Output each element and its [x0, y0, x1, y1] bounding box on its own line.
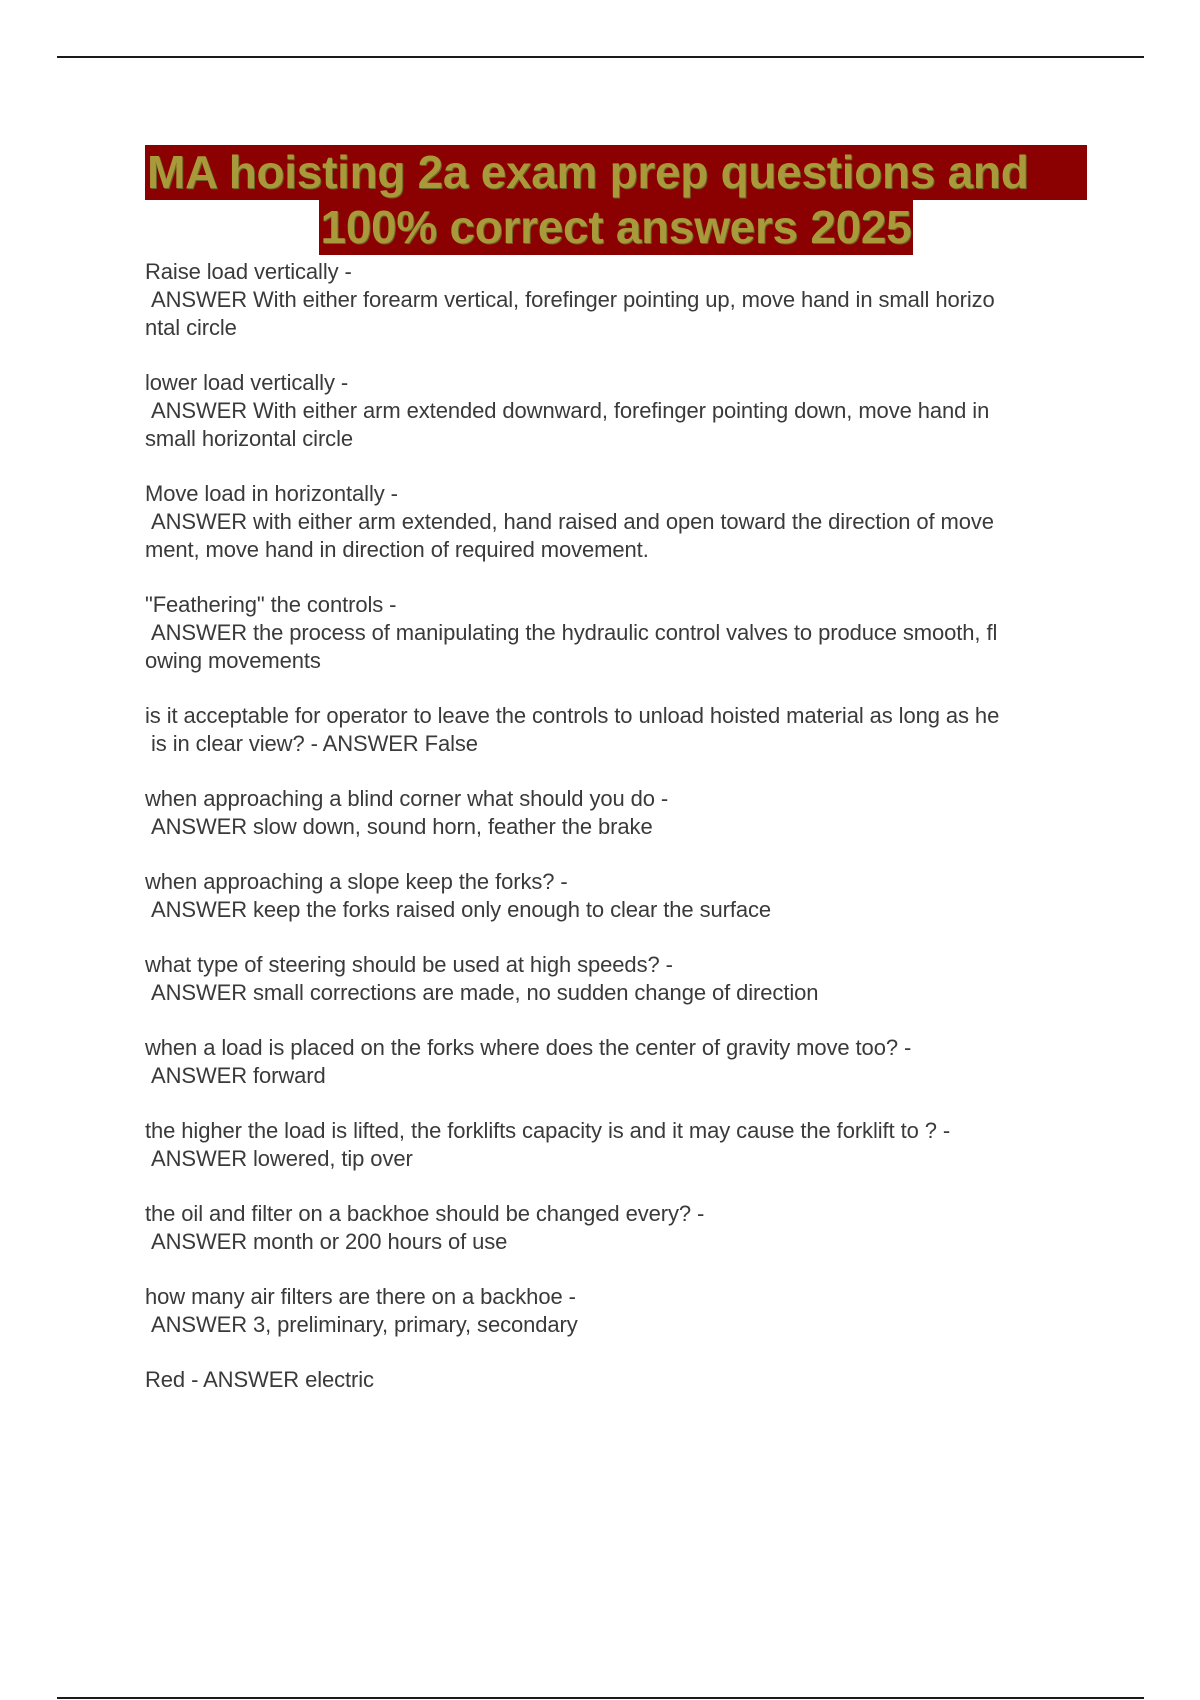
title-line-1: MA hoisting 2a exam prep questions and — [145, 145, 1087, 200]
qa-list — [145, 258, 1095, 1421]
top-rule — [57, 56, 1144, 58]
qa-item: is it acceptable for operator to leave the controls to unload hoisted material as long as he is in clear view? - ANSWER False — [145, 703, 1000, 756]
qa-item: when a load is placed on the forks where does the center of gravity move too? - ANSWER forward — [145, 1035, 912, 1088]
qa-item: when approaching a slope keep the forks? - ANSWER keep the forks raised only enough to clear the surface — [145, 869, 772, 922]
qa-item: "Feathering" the controls - ANSWER the process of manipulating the hydraulic control valves to produce smooth, fl owing movements — [145, 592, 998, 673]
bottom-rule — [57, 1697, 1144, 1699]
qa-item: Move load in horizontally - ANSWER with either arm extended, hand raised and open toward the direction of move ment, move hand in direction of required movement. — [145, 481, 994, 562]
document-title — [145, 145, 1087, 255]
qa-item: lower load vertically - ANSWER With either arm extended downward, forefinger pointing down, move hand in small horizontal circle — [145, 370, 990, 451]
qa-item: Raise load vertically - ANSWER With either forearm vertical, forefinger pointing up, move hand in small horizo ntal circle — [145, 259, 995, 340]
qa-item: the higher the load is lifted, the forklifts capacity is and it may cause the forklift to ? - ANSWER lowered, tip over — [145, 1118, 951, 1171]
qa-item: when approaching a blind corner what should you do - ANSWER slow down, sound horn, feather the brake — [145, 786, 669, 839]
title-line-2: 100% correct answers 2025 — [320, 201, 912, 253]
qa-item: the oil and filter on a backhoe should be changed every? - ANSWER month or 200 hours of use — [145, 1201, 705, 1254]
qa-item: Red - ANSWER electric — [145, 1367, 374, 1392]
qa-item: what type of steering should be used at high speeds? - ANSWER small corrections are made, no sudden change of direction — [145, 952, 819, 1005]
qa-item: how many air filters are there on a backhoe - ANSWER 3, preliminary, primary, secondary — [145, 1284, 578, 1337]
